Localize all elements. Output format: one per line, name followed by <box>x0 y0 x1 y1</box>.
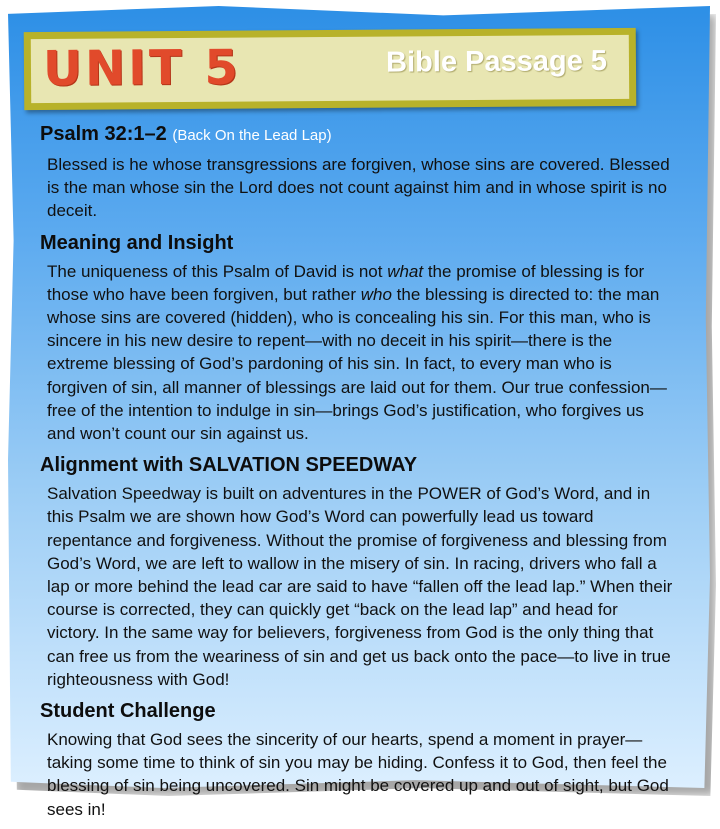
section-heading <box>40 122 674 148</box>
meaning-text-part: The uniqueness of this Psalm of David is not <box>47 261 388 281</box>
section-challenge <box>40 699 674 821</box>
alignment-text: Salvation Speedway is built on adventures in the POWER of God’s Word, and in this Psalm we are shown how God’s Word can powerfully lead us toward repentance and forgiveness. Without the promise of forgiveness and blessing from God’s Word, we are left to wallow in the misery of sin. In racing, drivers who fall a lap or more behind the lead car are said to have “fallen off the lead lap.” When their course is corrected, they can quickly get “back on the lead lap” and head for victory. In the same way for believers, forgiveness from God is the only thing that can free us from the weariness of sin and get us back onto the pace—to live in true righteousness with God! <box>47 484 673 689</box>
banner-panel <box>31 35 629 103</box>
section-meaning <box>40 231 674 446</box>
passage-title: Bible Passage 5 <box>386 45 608 79</box>
challenge-heading: Student Challenge <box>40 700 216 723</box>
emphasis-what: what <box>387 261 424 281</box>
psalm-reference: Psalm 32:1–2 <box>40 123 167 145</box>
unit-banner <box>24 28 637 110</box>
meaning-text <box>47 260 674 446</box>
meaning-heading: Meaning and Insight <box>40 231 234 254</box>
alignment-heading: Alignment with SALVATION SPEEDWAY <box>40 454 418 477</box>
challenge-text: Knowing that God sees the sincerity of our hearts, spend a moment in prayer—taking some time to think of sin you may be hiding. Confess it to God, then feel the blessing of sin being uncovered. Sin might be covered up and out of sight, but God sees in! <box>47 730 669 819</box>
psalm-subtitle: (Back On the Lead Lap) <box>172 127 332 144</box>
passage-content <box>40 122 674 829</box>
psalm-text: Blessed is he whose transgressions are forgiven, whose sins are covered. Blessed is the man whose sin the Lord does not count against him and in whose spirit is no deceit. <box>47 155 670 221</box>
meaning-text-part: the promise of blessing is for those who have been forgiven, but rather <box>47 261 645 304</box>
unit-title: UNIT 5 <box>42 39 242 98</box>
meaning-text-part: the blessing is directed to: the man whose sins are covered (hidden), who is concealing his sin. For this man, who is sincere in his new desire to repent—with no deceit in his spirit—there is the extreme blessing of God’s pardoning of his sin. In fact, to every man who is forgiven of sin, all manner of blessings are laid out for them. Our true confession—free of the intention to indulge in sin—brings God’s justification, who forgives us and won’t count our sin against us. <box>47 284 667 444</box>
emphasis-who: who <box>360 284 392 304</box>
section-alignment <box>40 453 674 691</box>
section-psalm <box>40 122 674 223</box>
